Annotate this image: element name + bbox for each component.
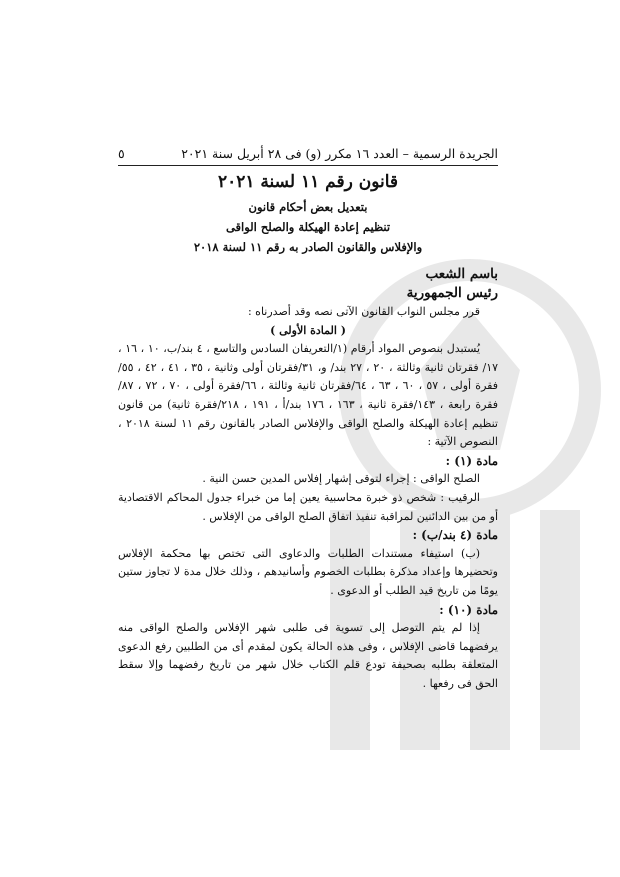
president-line: رئيس الجمهورية	[406, 285, 498, 301]
header-divider	[118, 165, 498, 166]
article-4-heading: مادة (٤ بند/ب) :	[412, 528, 498, 543]
article-4-text: (ب) استيفاء مستندات الطلبات والدعاوى التى تختص بها محكمة الإفلاس وتحضيرها وإعداد مذكرة بطلبات الخصوم وأسانيدهم ، وذلك خلال مدة لا تجاوز ستين يومًا من تاريخ قيد الطلب أو الدعوى .	[118, 546, 498, 597]
gazette-line: الجريدة الرسمية – العدد ١٦ مكرر (و) فى ٢٨ أبريل سنة ٢٠٢١	[181, 145, 498, 161]
law-subtitle-2: تنظيم إعادة الهيكلة والصلح الواقى	[225, 220, 391, 234]
preamble: قرر مجلس النواب القانون الآتى نصه وقد أصدرناه :	[247, 305, 480, 318]
page-header	[118, 142, 498, 164]
article-1-definition-1: الصلح الواقى : إجراء لتوقى إشهار إفلاس المدين حسن النية .	[202, 472, 480, 486]
people-line: باسم الشعب	[425, 266, 498, 282]
article-10-text: إذا لم يتم التوصل إلى تسوية فى طلبى شهر الإفلاس والصلح الواقى منه يرفضهما قاضى الإفلاس ، وفى هذه الحالة يكون لمقدم أى من الطلبين رفع الدعوى المتعلقة بطلبه بصحيفة تودع قلم الكتاب خلال شهر من تاريخ رفضهما وإلا سقط الحق فى رفعها .	[118, 621, 498, 690]
law-subtitle-1: بتعديل بعض أحكام قانون	[248, 200, 368, 214]
first-article-heading: ( المادة الأولى )	[270, 323, 346, 337]
first-article-text: يُستبدل بنصوص المواد أرقام (١/التعريفان السادس والتاسع ، ٤ بند/ب، ١٠ ، ١٦ ، ١٧/ فقرتان ثانية وثالثة ، ٢٠ ، ٢٧ بند/ و، ٣١/فقرتان أولى وثانية ، ٣٥ ، ٤١ ، ٤٢ ، ٥٥/فقرة أولى ، ٥٧ ، ٦٠ ، ٦٣ ، ٦٤/فقرتان ثانية وثالثة ، ٦٦/فقرة أولى ، ٧٠ ، ٧٢ ، ٨٧/فقرة رابعة ، ١٤٣/فقرة ثانية ، ١٦٣ ، ١٧٦ بند/أ ، ١٩١ ، ٢١٨/فقرة ثانية) من قانون تنظيم إعادة الهيكلة والصلح الواقى والإفلاس الصادر بالقانون رقم ١١ لسنة ٢٠١٨ ، النصوص الآتية :	[118, 342, 499, 449]
law-subtitle-3: والإفلاس والقانون الصادر به رقم ١١ لسنة ٢٠١٨	[193, 240, 423, 254]
law-body	[118, 265, 498, 693]
article-1-heading: مادة (١) :	[445, 453, 498, 468]
article-1-definition-2: الرقيب : شخص ذو خبرة محاسبية يعين إما من خبراء جدول المحاكم الاقتصادية أو من بين الدائنين لمراقبة تنفيذ اتفاق الصلح الواقى من الإفلاس .	[118, 490, 498, 523]
article-10-heading: مادة (١٠) :	[439, 602, 498, 617]
law-title: قانون رقم ١١ لسنة ٢٠٢١	[217, 172, 399, 192]
page-number: ٥	[118, 145, 125, 161]
